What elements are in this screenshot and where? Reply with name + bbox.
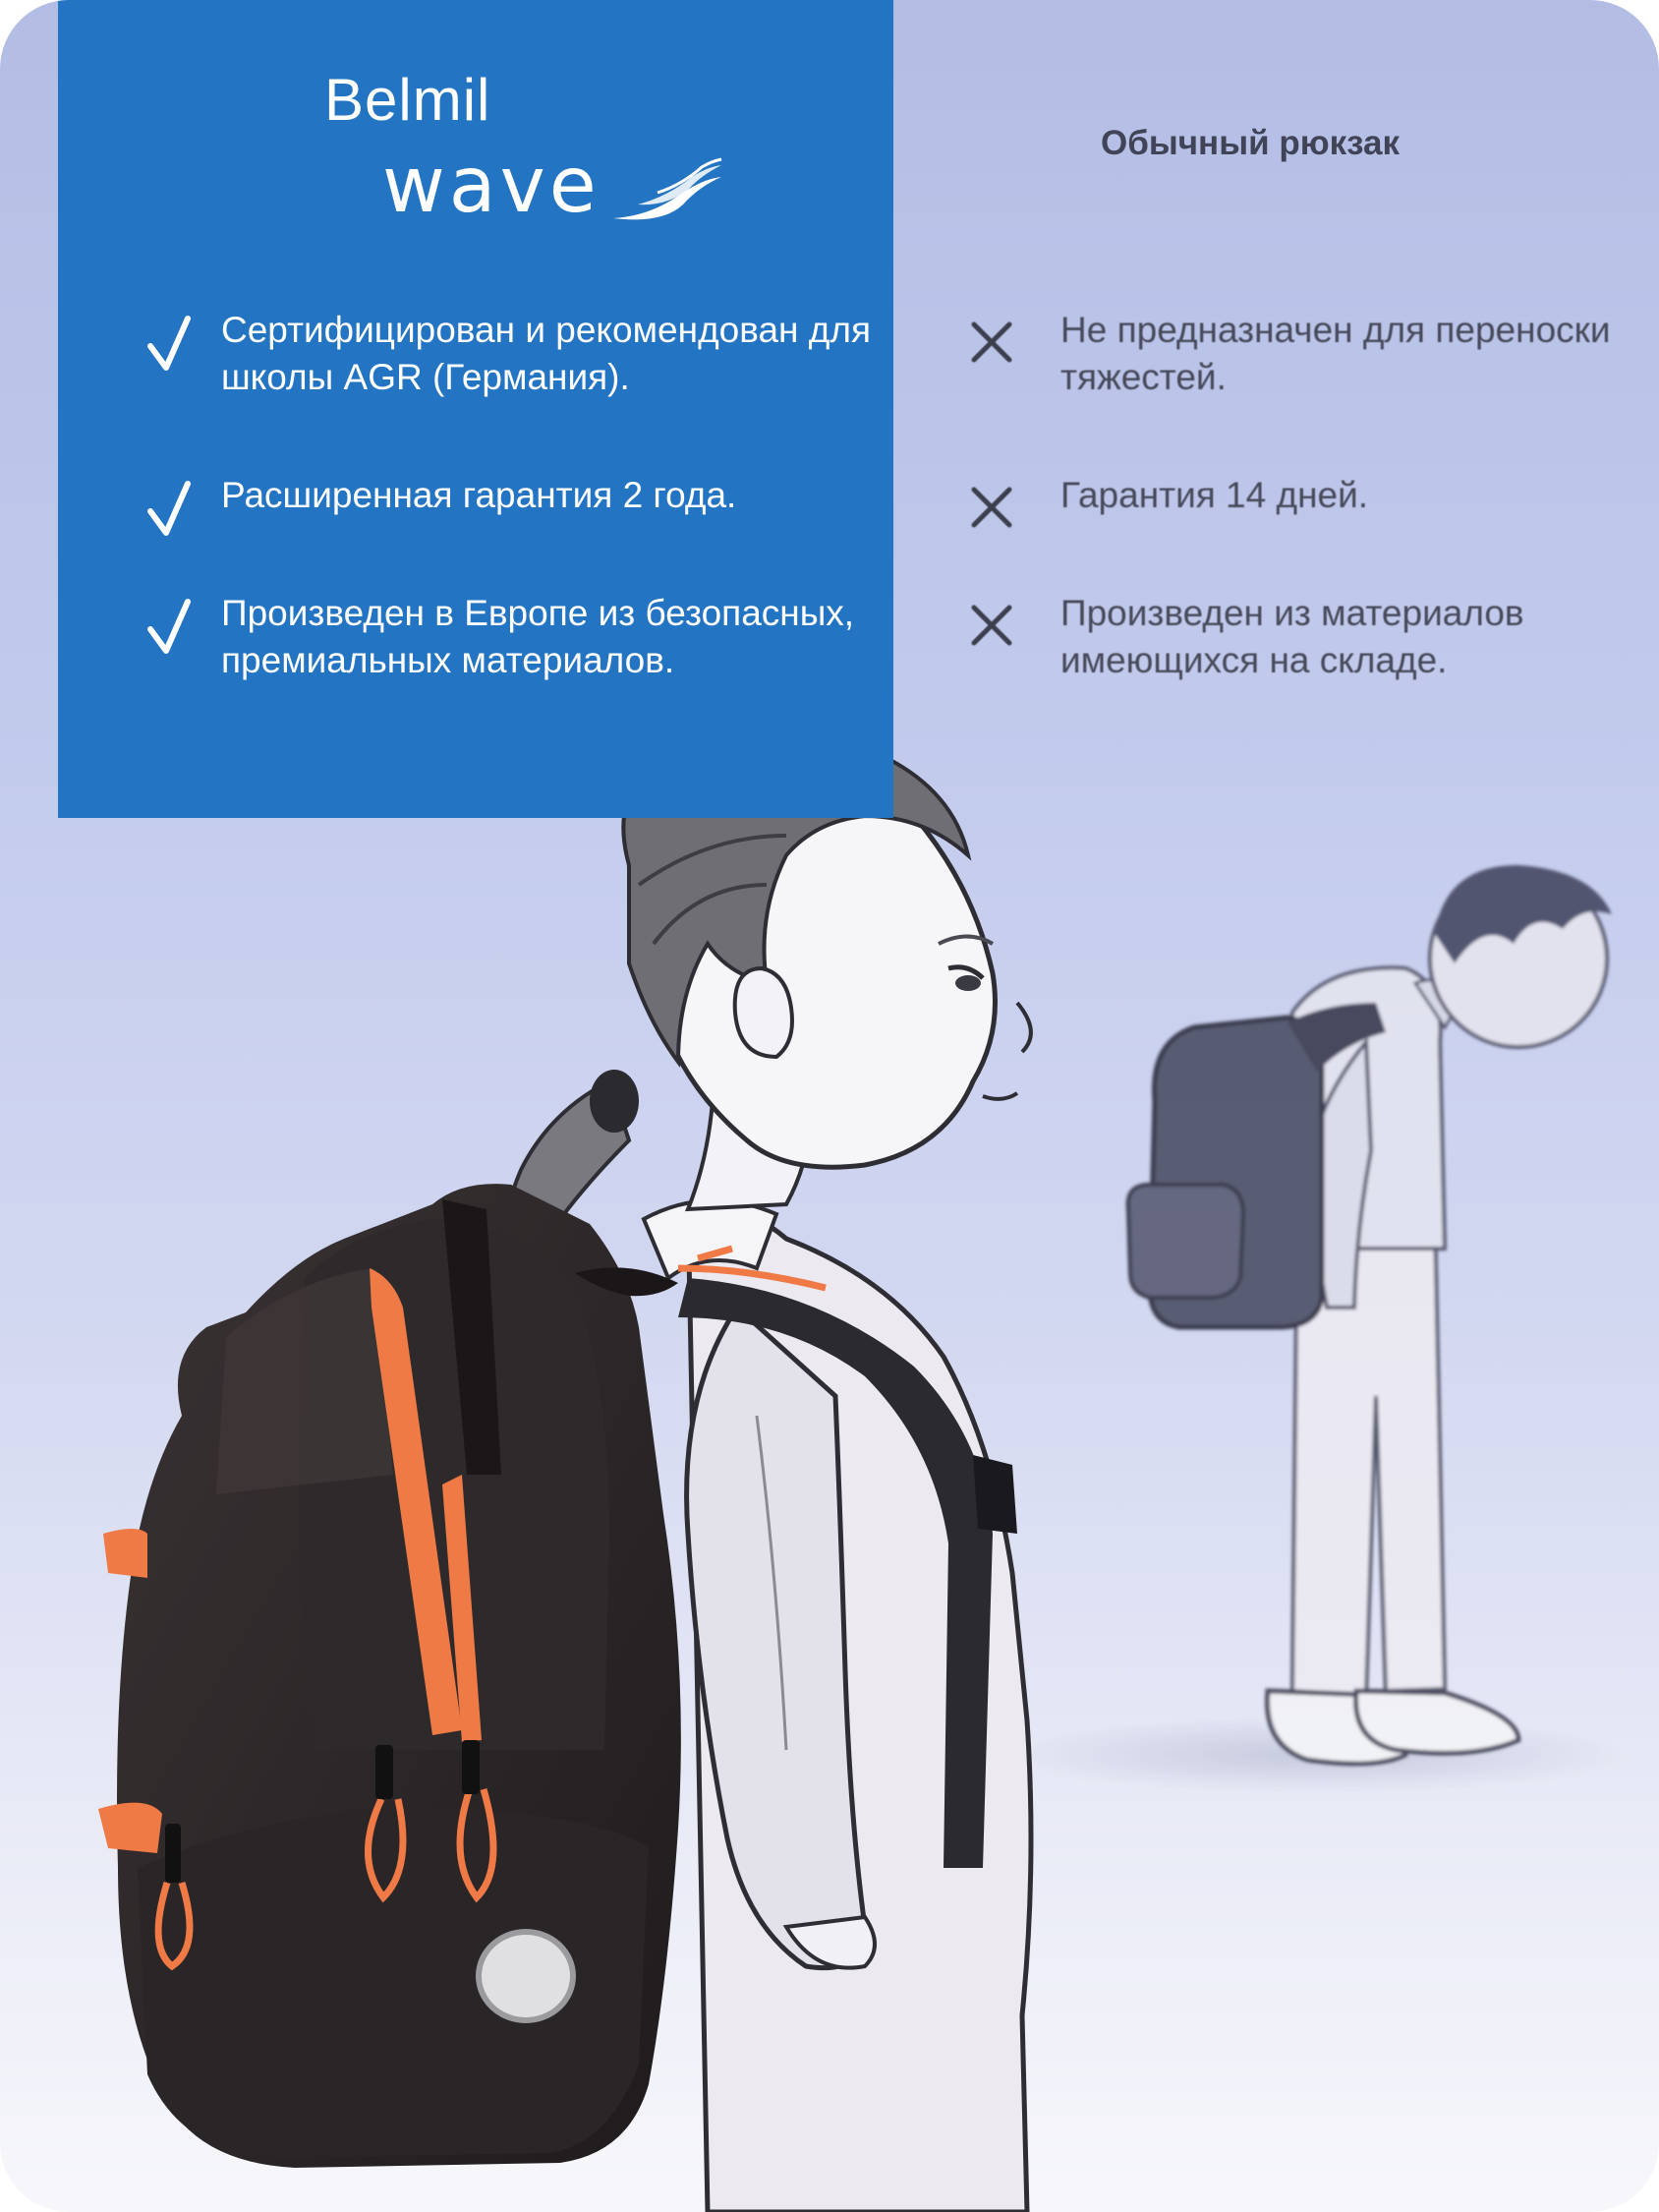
drawback-text: Произведен из материалов имеющихся на складе. bbox=[1060, 593, 1524, 680]
cross-icon bbox=[968, 319, 1015, 366]
drawback-text: Не предназначен для переноски тяжестей. bbox=[1060, 310, 1611, 397]
benefits-panel bbox=[58, 0, 893, 818]
checkmark-icon bbox=[146, 315, 192, 372]
cross-icon bbox=[968, 602, 1015, 649]
boy-figure bbox=[1002, 865, 1631, 1794]
brand-name: Belmil bbox=[324, 67, 491, 133]
drawback-text: Гарантия 14 дней. bbox=[1060, 475, 1369, 515]
brand-subname: wave bbox=[382, 142, 601, 230]
cross-icon bbox=[968, 484, 1015, 531]
benefit-text: Произведен в Европе из безопасных, премиальных материалов. bbox=[221, 593, 855, 680]
comparison-title: Обычный рюкзак bbox=[1101, 124, 1401, 162]
benefit-text: Расширенная гарантия 2 года. bbox=[221, 475, 737, 515]
benefit-text: Сертифицирован и рекомендован для школы AGR (Германия). bbox=[221, 310, 871, 397]
checkmark-icon bbox=[146, 598, 192, 655]
wave-swoosh-icon bbox=[608, 157, 726, 226]
checkmark-icon bbox=[146, 480, 192, 537]
